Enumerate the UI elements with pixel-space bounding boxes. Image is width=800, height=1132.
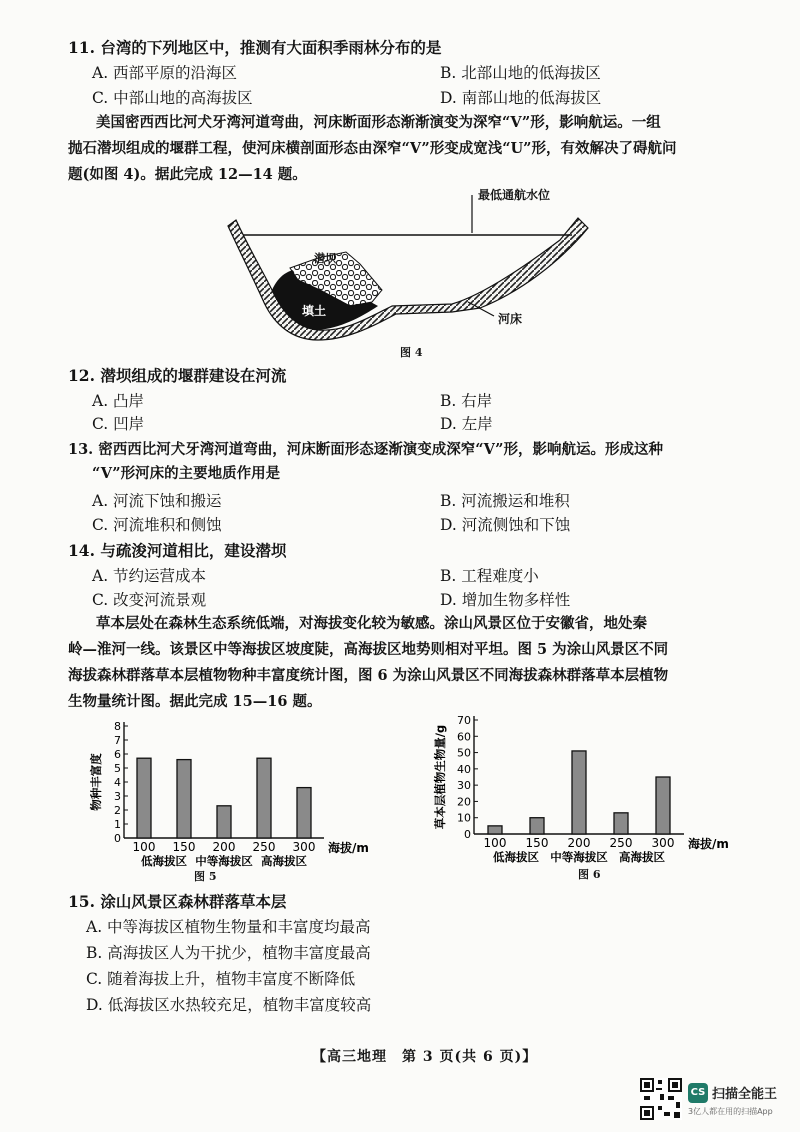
passage-2-line-2: 岭—淮河一线。该景区中等海拔区坡度陡，高海拔区地势则相对平坦。图 5 为涂山风景区不同: [68, 641, 669, 658]
x-tick-label: 250: [252, 840, 276, 854]
x-tick-label: 150: [172, 840, 196, 854]
q13-stem-line-1: 13. 密西西比河犬牙湾河道弯曲，河床断面形态逐渐演变成深窄“V”形，影响航运。形成这种: [68, 441, 663, 458]
q13-option-d: D. 河流侧蚀和下蚀: [440, 516, 571, 534]
figure-4-caption: 图 4: [400, 346, 423, 359]
y-tick-label: 30: [457, 779, 471, 793]
figure-5-caption: 图 5: [194, 870, 217, 883]
y-tick-label: 4: [114, 776, 121, 789]
q11-stem: 11. 台湾的下列地区中，推测有大面积季雨林分布的是: [68, 38, 442, 57]
q12-option-c: C. 凹岸: [92, 415, 145, 433]
q12-option-a: A. 凸岸: [92, 392, 145, 410]
q11-option-d: D. 南部山地的低海拔区: [440, 89, 602, 107]
label-submerged-dam: 潜坝: [314, 252, 336, 265]
y-tick-label: 10: [457, 811, 471, 825]
x-axis-label: 海拔/m: [328, 841, 369, 855]
y-tick-label: 6: [114, 748, 121, 761]
y-tick-label: 50: [457, 746, 471, 760]
y-tick-label: 7: [114, 734, 121, 747]
x-tick-label: 200: [212, 840, 236, 854]
q11-option-c: C. 中部山地的高海拔区: [92, 89, 253, 107]
bar-100: [488, 826, 502, 834]
x-tick-label: 200: [567, 836, 591, 850]
q15-option-c: C. 随着海拔上升，植物丰富度不断降低: [86, 970, 356, 988]
q14-option-b: B. 工程难度小: [440, 567, 539, 585]
x-axis-label: 海拔/m: [688, 837, 729, 851]
label-riverbed: 河床: [498, 312, 523, 326]
passage-2: [68, 611, 738, 715]
bar-150: [177, 760, 191, 838]
q12-option-d: D. 左岸: [440, 415, 493, 433]
zone-label: 高海拔区: [261, 854, 307, 868]
q12-option-b: B. 右岸: [440, 392, 493, 410]
q12-stem: 12. 潜坝组成的堰群建设在河流: [68, 366, 287, 385]
y-tick-label: 2: [114, 804, 121, 817]
y-tick-label: 40: [457, 762, 471, 776]
y-tick-label: 5: [114, 762, 121, 775]
passage-2-line-4: 生物量统计图。据此完成 15—16 题。: [68, 693, 322, 710]
q15-option-a: A. 中等海拔区植物生物量和丰富度均最高: [86, 918, 371, 936]
x-tick-label: 150: [525, 836, 549, 850]
zone-label: 中等海拔区: [195, 854, 253, 868]
q14-option-d: D. 增加生物多样性: [440, 591, 571, 609]
y-tick-label: 0: [114, 832, 121, 845]
bar-300: [297, 788, 311, 838]
label-fill-soil: 填土: [302, 304, 327, 318]
figure-6-chart: [430, 712, 750, 884]
passage-1-line-2: 抛石潜坝组成的堰群工程，使河床横剖面形态由深窄“V”形变成宽浅“U”形，有效解决了碍航问: [68, 140, 677, 157]
passage-1-line-1: 美国密西西比河犬牙湾河道弯曲，河床断面形态渐渐演变为深窄“V”形，影响航运。一组: [96, 114, 661, 131]
y-tick-label: 1: [114, 818, 121, 831]
bar-100: [137, 758, 151, 838]
q13-option-a: A. 河流下蚀和搬运: [92, 492, 222, 510]
label-min-water-level: 最低通航水位: [478, 188, 551, 202]
bar-250: [257, 758, 271, 838]
q14-stem: 14. 与疏浚河道相比，建设潜坝: [68, 541, 287, 560]
page-footer: 【高三地理 第 3 页(共 6 页)】: [312, 1049, 538, 1065]
q14-option-a: A. 节约运营成本: [92, 567, 207, 585]
q13-stem-line-2: “V”形河床的主要地质作用是: [92, 465, 281, 482]
y-tick-label: 0: [464, 828, 471, 841]
brand-name: 扫描全能王: [712, 1087, 778, 1102]
x-tick-label: 300: [292, 840, 316, 854]
figure-5-chart: [86, 714, 386, 884]
q11-option-a: A. 西部平原的沿海区: [92, 64, 238, 82]
x-tick-label: 100: [483, 836, 507, 850]
x-tick-label: 250: [609, 836, 633, 850]
y-tick-label: 8: [114, 720, 121, 733]
qr-code-icon: [640, 1078, 682, 1120]
x-tick-label: 300: [651, 836, 675, 850]
bar-150: [530, 818, 544, 834]
y-axis-label: 草本层植物生物量/g: [433, 724, 447, 830]
passage-1-line-3: 题(如图 4)。据此完成 12—14 题。: [68, 166, 307, 183]
bar-200: [572, 751, 586, 834]
y-tick-label: 70: [457, 714, 471, 727]
bar-300: [656, 777, 670, 834]
q13-option-b: B. 河流搬运和堆积: [440, 492, 570, 510]
q14-option-c: C. 改变河流景观: [92, 591, 207, 609]
y-tick-label: 3: [114, 790, 121, 803]
y-tick-label: 60: [457, 730, 471, 744]
x-tick-label: 100: [132, 840, 156, 854]
figure-6-caption: 图 6: [578, 868, 601, 881]
q13-option-c: C. 河流堆积和侧蚀: [92, 516, 222, 534]
camscanner-logo-icon: CS: [688, 1083, 708, 1103]
zone-label: 中等海拔区: [550, 850, 608, 864]
passage-2-line-3: 海拔森林群落草本层植物物种丰富度统计图，图 6 为涂山风景区不同海拔森林群落草本层植物: [68, 667, 669, 684]
y-axis-label: 物种丰富度: [89, 753, 103, 811]
q15-option-d: D. 低海拔区水热较充足，植物丰富度较高: [86, 996, 372, 1014]
zone-label: 低海拔区: [141, 854, 187, 868]
scanner-brand: [688, 1082, 778, 1116]
bar-250: [614, 813, 628, 834]
brand-tagline: 3亿人都在用的扫描App: [688, 1107, 773, 1116]
zone-label: 低海拔区: [493, 850, 539, 864]
zone-label: 高海拔区: [619, 850, 665, 864]
q15-stem: 15. 涂山风景区森林群落草本层: [68, 892, 287, 911]
passage-2-line-1: 草本层处在森林生态系统低端，对海拔变化较为敏感。涂山风景区位于安徽省，地处秦: [96, 615, 647, 632]
q15-option-b: B. 高海拔区人为干扰少，植物丰富度最高: [86, 944, 371, 962]
y-tick-label: 20: [457, 795, 471, 809]
q11-option-b: B. 北部山地的低海拔区: [440, 64, 601, 82]
bar-200: [217, 806, 231, 838]
